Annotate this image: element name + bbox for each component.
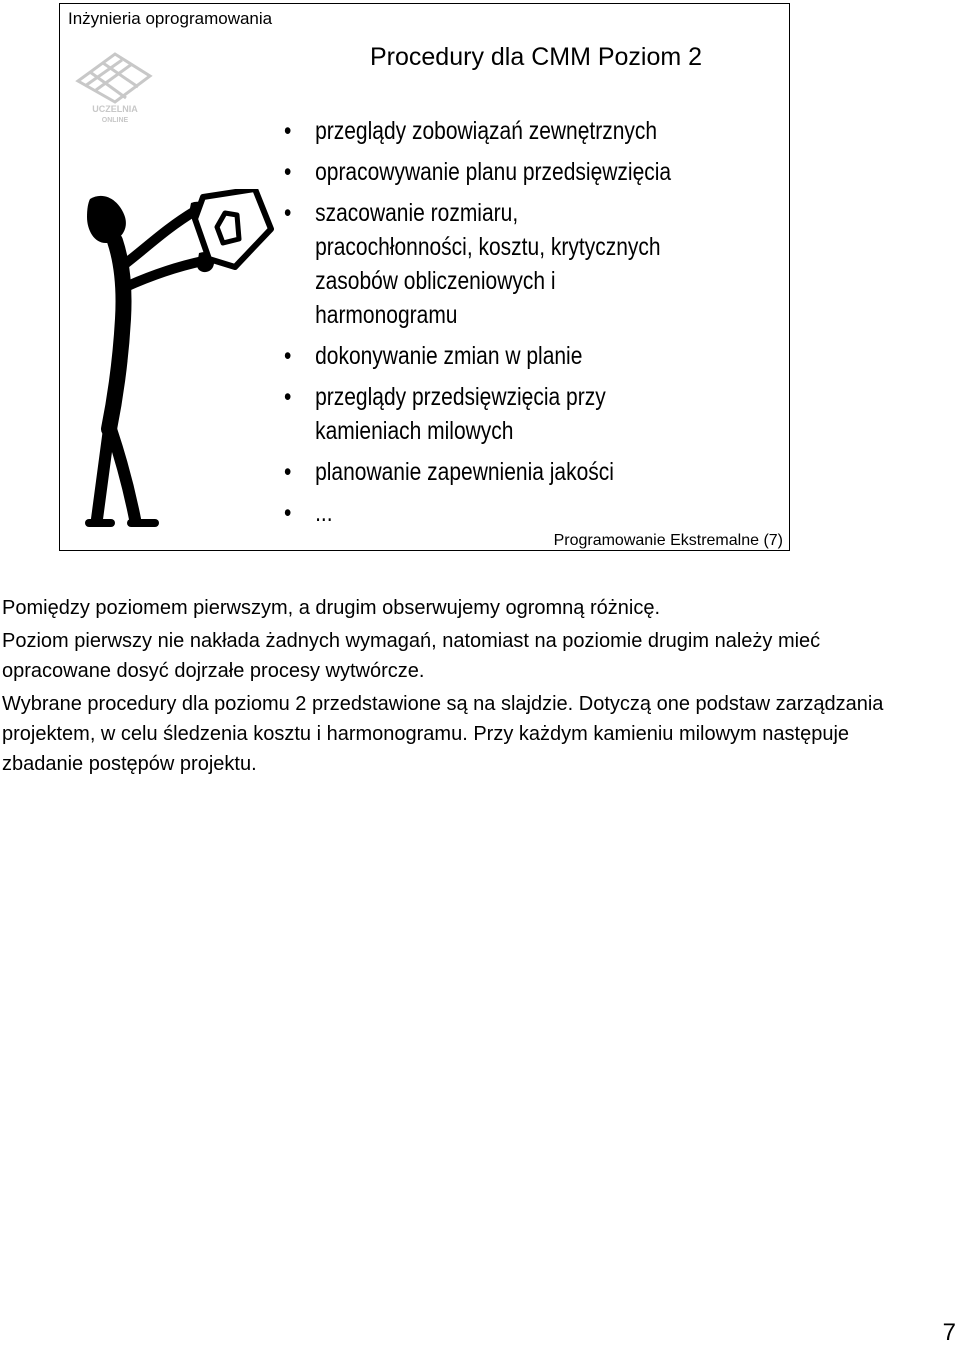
- page-number: 7: [942, 1319, 956, 1346]
- list-item: [284, 155, 679, 189]
- slide-footer: Programowanie Ekstremalne (7): [553, 532, 783, 549]
- list-item-text: szacowanie rozmiaru, pracochłonności, kosztu, krytycznych zasobów obliczeniowych i harmonogramu: [315, 199, 661, 329]
- slide-header: Inżynieria oprogramowania: [68, 9, 273, 28]
- list-item: [284, 380, 679, 448]
- svg-text:UCZELNIA: UCZELNIA: [92, 104, 138, 114]
- notes-paragraph: Pomiędzy poziomem pierwszym, a drugim obserwujemy ogromną różnicę.: [2, 597, 661, 619]
- list-item: [284, 496, 679, 530]
- svg-text:ONLINE: ONLINE: [101, 117, 129, 124]
- bullet-marker: •: [284, 458, 292, 486]
- list-item: [284, 196, 679, 332]
- bullet-marker: •: [284, 383, 292, 411]
- slide-frame: [59, 3, 790, 551]
- uczelnia-online-logo: [70, 36, 160, 126]
- list-item-text: dokonywanie zmian w planie: [315, 342, 583, 370]
- notes-paragraph: Wybrane procedury dla poziomu 2 przedstawione są na slajdzie. Dotyczą one podstaw zarządzania projektem, w celu śledzenia kosztu i harmonogramu. Przy każdym kamieniu milowym następuje zbadanie postępów projektu.: [2, 693, 884, 775]
- bullet-marker: •: [284, 499, 292, 527]
- bullet-marker: •: [284, 117, 292, 145]
- list-item-text: ...: [315, 499, 333, 527]
- bullet-marker: •: [284, 342, 292, 370]
- stick-figure-with-document-illustration: [85, 189, 285, 529]
- bullet-marker: •: [284, 158, 292, 186]
- lecture-notes: [2, 593, 902, 782]
- list-item: [284, 339, 679, 373]
- list-item-text: opracowywanie planu przedsięwzięcia: [315, 158, 672, 186]
- bullet-marker: •: [284, 199, 292, 227]
- slide-title: Procedury dla CMM Poziom 2: [370, 43, 703, 71]
- procedure-list: [284, 114, 679, 537]
- list-item-text: przeglądy przedsięwzięcia przy kamieniach milowych: [315, 383, 606, 445]
- list-item-text: przeglądy zobowiązań zewnętrznych: [315, 117, 658, 145]
- notes-paragraph: Poziom pierwszy nie nakłada żadnych wymagań, natomiast na poziomie drugim należy mieć opracowane dosyć dojrzałe procesy wytwórcze.: [2, 630, 821, 682]
- list-item-text: planowanie zapewnienia jakości: [315, 458, 614, 486]
- list-item: [284, 455, 679, 489]
- list-item: [284, 114, 679, 148]
